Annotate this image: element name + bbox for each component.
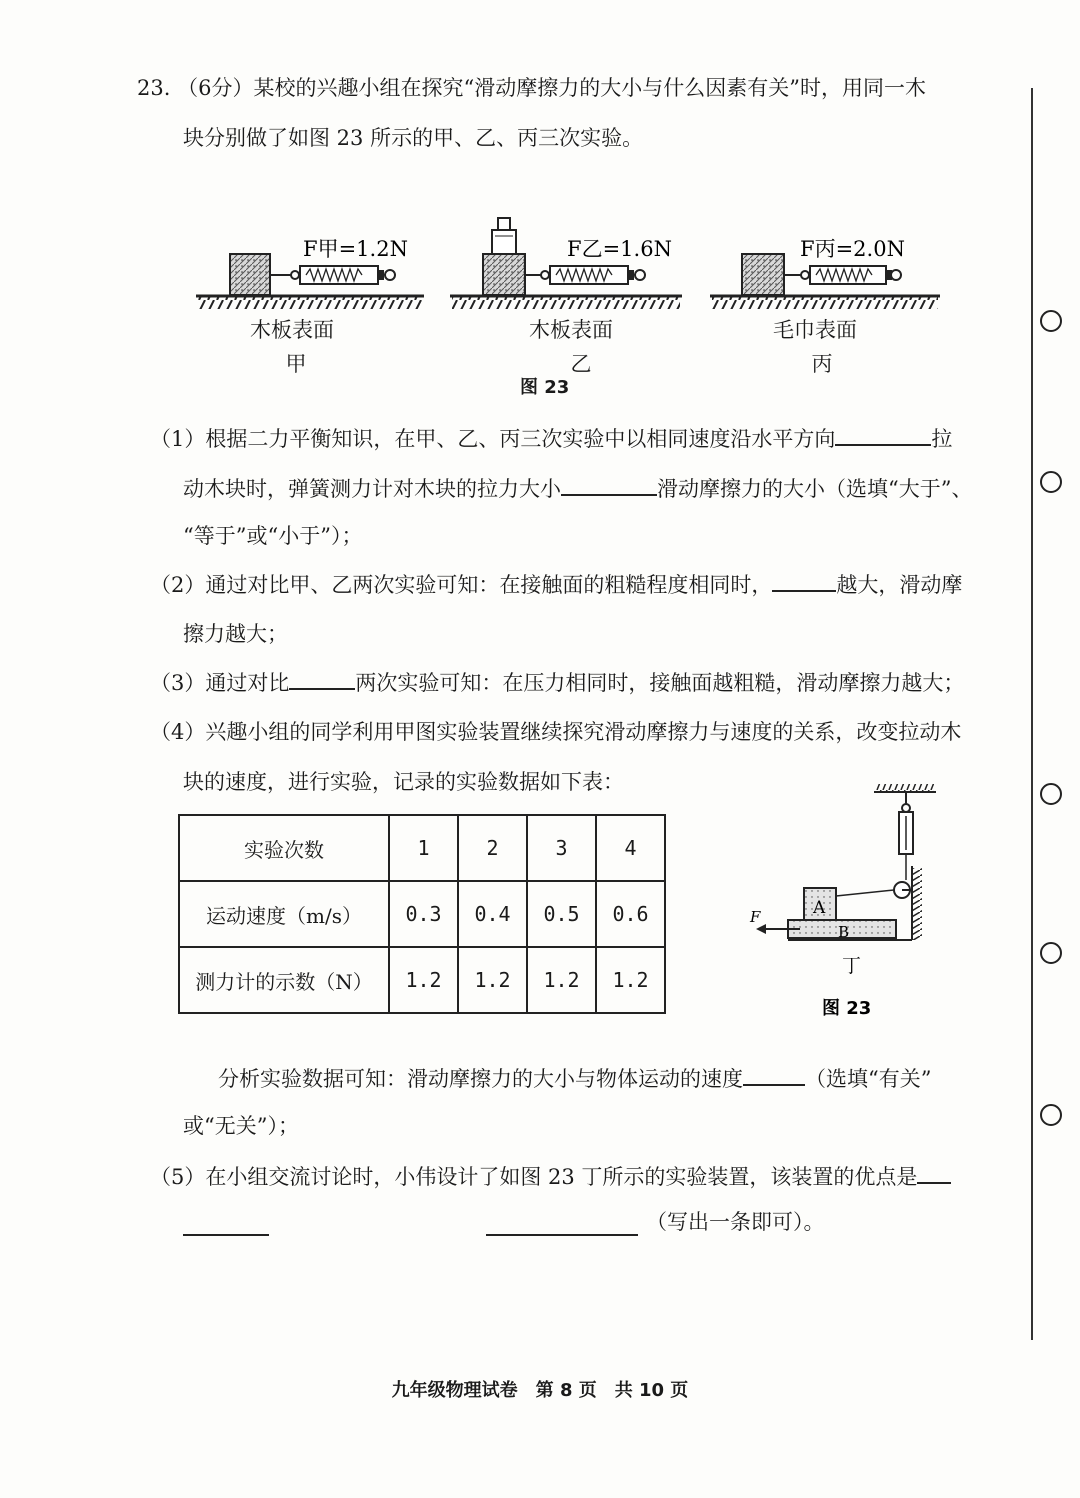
experiment-name-bing: 丙 <box>811 352 833 376</box>
force-label-bing: F丙=2.0N <box>800 237 905 261</box>
table-cell: 1.2 <box>596 947 665 1013</box>
surface-label-bing: 毛巾表面 <box>773 318 857 342</box>
table-header-cell: 运动速度（m/s） <box>179 881 389 947</box>
table-cell: 1.2 <box>458 947 527 1013</box>
force-label-jia: F甲=1.2N <box>303 237 408 261</box>
table-cell: 1 <box>389 815 458 881</box>
figure-caption: 图 23 <box>520 377 570 398</box>
table-header-cell: 测力计的示数（N） <box>179 947 389 1013</box>
surface-label-jia: 木板表面 <box>250 318 334 342</box>
table-cell: 1.2 <box>527 947 596 1013</box>
binding-hole <box>1040 1104 1062 1126</box>
table-cell: 2 <box>458 815 527 881</box>
table-cell: 4 <box>596 815 665 881</box>
answer-blank-4[interactable] <box>743 1064 805 1086</box>
table-cell: 0.6 <box>596 881 665 947</box>
figure-ding-caption: 图 23 <box>822 998 872 1019</box>
answer-blank-5c[interactable] <box>486 1214 638 1236</box>
force-label-yi: F乙=1.6N <box>567 237 672 261</box>
table-cell: 0.5 <box>527 881 596 947</box>
question-stem-line2: 块分别做了如图 23 所示的甲、乙、丙三次实验。 <box>183 126 644 150</box>
part4-line1: （4）兴趣小组的同学利用甲图实验装置继续探究滑动摩擦力与速度的关系，改变拉动木 <box>150 720 962 744</box>
experiment-name-jia: 甲 <box>285 352 307 376</box>
question-stem-text: 某校的兴趣小组在探究“滑动摩擦力的大小与什么因素有关”时，用同一木 <box>253 76 926 100</box>
experiment-name-yi: 乙 <box>570 352 592 376</box>
surface-label-yi: 木板表面 <box>529 318 613 342</box>
table-cell: 0.3 <box>389 881 458 947</box>
answer-blank-5b[interactable] <box>183 1214 269 1236</box>
analysis-line2: 或“无关”）； <box>183 1114 299 1138</box>
question-number: 23. <box>137 76 171 100</box>
answer-blank-5a[interactable] <box>917 1162 951 1184</box>
part1-line3: “等于”或“小于”）； <box>183 524 363 548</box>
question-points: （6分） <box>177 76 254 100</box>
hanging-spring-scale <box>899 812 913 854</box>
ceiling-hatch <box>876 784 934 792</box>
block-a-label: A <box>813 898 826 918</box>
part2-line2: 擦力越大； <box>183 622 288 646</box>
table-cell: 3 <box>527 815 596 881</box>
analysis-line1: 分析实验数据可知：滑动摩擦力的大小与物体运动的速度 （选填“有关” <box>218 1064 931 1093</box>
table-cell: 0.4 <box>458 881 527 947</box>
part3-line1: （3）通过对比 两次实验可知：在压力相同时，接触面越粗糙，滑动摩擦力越大； <box>150 668 964 697</box>
part1-line1: （1）根据二力平衡知识，在甲、乙、丙三次实验中以相同速度沿水平方向 拉 <box>150 424 952 453</box>
part4-line2: 块的速度，进行实验，记录的实验数据如下表： <box>183 770 624 794</box>
force-label: F <box>750 908 761 926</box>
page-footer: 九年级物理试卷 第 8 页 共 10 页 <box>391 1380 689 1401</box>
part1-line2: 动木块时，弹簧测力计对木块的拉力大小 滑动摩擦力的大小（选填“大于”、 <box>183 474 972 503</box>
figure-ding-name: 丁 <box>842 955 862 977</box>
part5-line2: （写出一条即可）。 <box>646 1210 825 1234</box>
table-cell: 1.2 <box>389 947 458 1013</box>
part5-line1: （5）在小组交流讨论时，小伟设计了如图 23 丁所示的实验装置，该装置的优点是 <box>150 1162 951 1191</box>
wall-hatch <box>912 868 922 940</box>
block-b-label: B <box>838 923 850 941</box>
part2-line1: （2）通过对比甲、乙两次实验可知：在接触面的粗糙程度相同时， 越大，滑动摩 <box>150 570 962 599</box>
table-header-cell: 实验次数 <box>179 815 389 881</box>
